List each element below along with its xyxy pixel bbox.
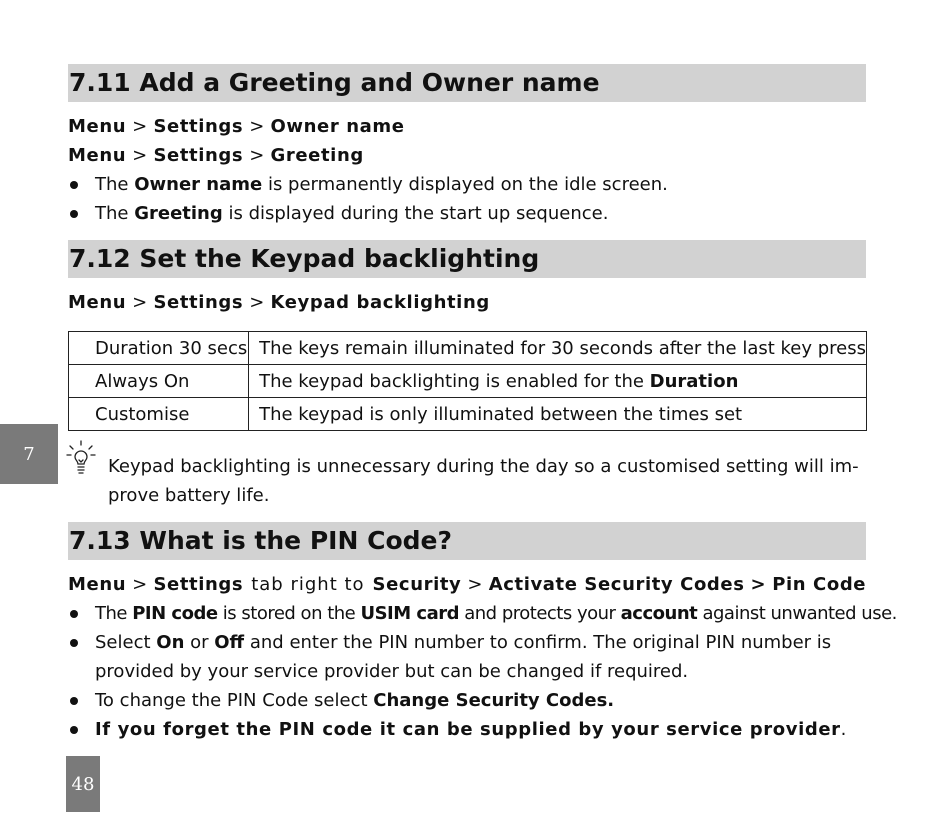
path-menu: Menu [68, 116, 127, 137]
bullet-bold: account [620, 603, 698, 624]
cell-bold: Duration [649, 370, 739, 392]
path-item: Owner name [270, 116, 405, 137]
bullet-text: To change the PIN Code select [95, 690, 374, 711]
backlighting-options-table [68, 331, 867, 431]
path-activate: Activate Security Codes [488, 574, 745, 595]
table-row [69, 365, 867, 398]
bullet-text: The [95, 203, 135, 224]
bullet-text: provided by your service provider but can be changed if required. [95, 661, 689, 682]
bullet-bold: Off [214, 632, 245, 653]
bullet-bold: Greeting [134, 203, 223, 224]
tip-line: prove battery life. [108, 485, 270, 506]
bullet-text: and protects your [459, 603, 621, 624]
path-menu: Menu [68, 145, 127, 166]
path-separator: > [249, 116, 265, 137]
bullet-text: and enter the PIN number to confirm. The original PIN number is [244, 632, 832, 653]
cell-text: The keypad backlighting is enabled for the [259, 370, 650, 392]
section-heading-7-13: 7.13 What is the PIN Code? [68, 522, 866, 560]
bullet-text: Select [95, 632, 157, 653]
section-heading-7-12: 7.12 Set the Keypad backlighting [68, 240, 866, 278]
menu-path-keypad-backlighting [68, 291, 490, 315]
bullet-text: is stored on the [217, 603, 361, 624]
menu-path-greeting [68, 144, 364, 168]
table-cell-option: Always On [69, 365, 249, 398]
path-item: Keypad backlighting [270, 292, 490, 313]
path-settings: Settings [153, 145, 244, 166]
bullet-text: The [95, 174, 135, 195]
path-separator: > [467, 574, 483, 595]
bullet-text: against unwanted use. [697, 603, 897, 624]
table-row [69, 332, 867, 365]
bullet-bold: USIM card [360, 603, 460, 624]
bullet-text: is displayed during the start up sequence. [222, 203, 609, 224]
bullet-icon [70, 697, 78, 705]
path-item: Greeting [270, 145, 364, 166]
bullet-bold: Change Security Codes. [373, 690, 615, 711]
bullet-icon [70, 726, 78, 734]
bullet-icon [70, 610, 78, 618]
path-separator: > [132, 116, 148, 137]
table-cell-description: The keypad is only illuminated between the times set [249, 398, 867, 431]
path-separator: > [132, 574, 148, 595]
path-text: tab right to [251, 574, 365, 595]
bullet-icon [70, 639, 78, 647]
path-separator: > [249, 292, 265, 313]
path-pin: Pin Code [772, 574, 867, 595]
bullet-bold: If you forget the PIN code it can be supplied by your service provider [95, 719, 841, 740]
path-settings: Settings [153, 574, 244, 595]
bullet-text: is permanently displayed on the idle screen. [262, 174, 668, 195]
path-separator: > [132, 292, 148, 313]
table-row [69, 398, 867, 431]
page-number: 48 [66, 756, 100, 812]
table-cell-option: Duration 30 secs [69, 332, 249, 365]
bullet-bold: On [156, 632, 185, 653]
path-settings: Settings [153, 116, 244, 137]
menu-path-owner-name [68, 115, 405, 139]
tip-line: Keypad backlighting is unnecessary during the day so a customised setting will im- [108, 456, 859, 477]
path-separator: > [132, 145, 148, 166]
path-separator: > [750, 574, 767, 595]
section-heading-7-11: 7.11 Add a Greeting and Owner name [68, 64, 866, 102]
chapter-tab: 7 [0, 424, 58, 484]
bullet-text: . [840, 719, 847, 740]
path-settings: Settings [153, 292, 244, 313]
bullet-bold: PIN code [132, 603, 218, 624]
bullet-text: or [184, 632, 215, 653]
table-cell-description [249, 365, 867, 398]
table-cell-description: The keys remain illuminated for 30 seconds after the last key press [249, 332, 867, 365]
path-security: Security [372, 574, 462, 595]
bullet-icon [70, 210, 78, 218]
table-cell-option: Customise [69, 398, 249, 431]
menu-path-pin-code [68, 573, 866, 597]
path-menu: Menu [68, 292, 127, 313]
bullet-icon [70, 181, 78, 189]
tip-note [108, 452, 868, 510]
bullet-text: The [95, 603, 133, 624]
path-menu: Menu [68, 574, 127, 595]
bullet-bold: Owner name [134, 174, 263, 195]
path-separator: > [249, 145, 265, 166]
lightbulb-icon [66, 440, 96, 476]
